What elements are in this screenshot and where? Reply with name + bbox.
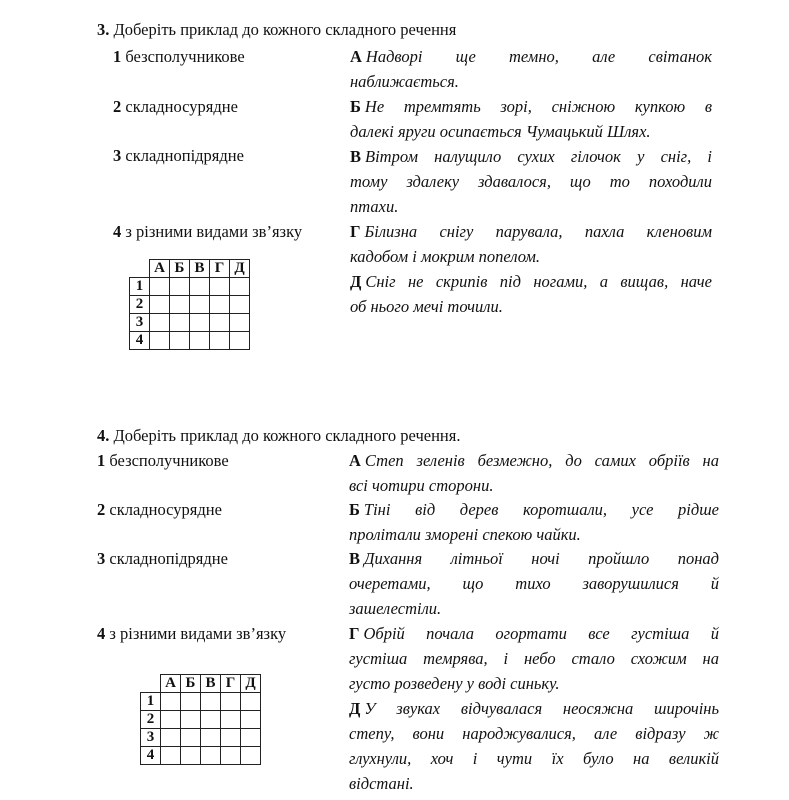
task-4-title: Доберіть приклад до кожного складного речення. [113, 426, 461, 445]
task-4-number: 4. [97, 426, 110, 445]
task-3-left-item-1: 1 безсполучникове [113, 47, 245, 66]
task-3-title: Доберіть приклад до кожного складного речення [113, 20, 457, 39]
task-4-grid-row-3: 3 [141, 729, 261, 747]
task-4-left-item-2: 2 складносурядне [97, 500, 222, 519]
task-4-left-item-1: 1 безсполучникове [97, 451, 229, 470]
task-3-grid-row-4: 4 [130, 332, 250, 350]
task-3-left-item-3: 3 складнопідрядне [113, 146, 244, 165]
task-3-heading [97, 20, 456, 40]
task-3-number: 3. [97, 20, 110, 39]
task-4-left-item-3: 3 складнопідрядне [97, 549, 228, 568]
task-3-answer-grid: А Б В Г Д 1 2 3 4 [129, 259, 250, 350]
task-4-grid-row-1: 1 [141, 693, 261, 711]
task-4-option-h: Г Обрій почала огортати все густіша й густіша темрява, і небо стало схожим на густо розведену у воді синьку. [349, 624, 719, 693]
task-3-option-h: Г Білизна снігу парувала, пахла кленовим кадобом і мокрим попелом. [350, 222, 712, 266]
task-3-option-d: Д Сніг не скрипів під ногами, а вищав, наче об нього мечі точили. [350, 272, 712, 316]
task-3-left-item-2: 2 складносурядне [113, 97, 238, 116]
task-3-grid-row-3: 3 [130, 314, 250, 332]
task-4-option-b: Б Тіні від дерев коротшали, усе рідше пролітали зморені спекою чайки. [349, 500, 719, 544]
task-3-left-item-4: 4 з різними видами зв’язку [113, 222, 303, 241]
task-4-answer-grid: А Б В Г Д 1 2 3 4 [140, 674, 261, 765]
task-4-option-v: В Дихання літньої ночі пройшло понад очеретами, що тихо заворушилися й зашелестіли. [349, 549, 719, 618]
task-4-grid-row-2: 2 [141, 711, 261, 729]
task-4-option-d: Д У звуках відчувалася неосяжна широчінь степу, вони народжувалися, але відразу ж глухнули, хоч і чути їх було на великій відстані. [349, 699, 719, 793]
task-4-left-item-4: 4 з різними видами зв’язку [97, 624, 287, 643]
task-3-option-v: В Вітром налущило сухих гілочок у сніг, і тому здалеку здавалося, що то походили птахи. [350, 147, 712, 216]
task-4-option-a: А Степ зеленів безмежно, до самих обріїв на всі чотири сторони. [349, 451, 719, 495]
task-3-option-a: А Надворі ще темно, але світанок наближається. [350, 47, 712, 91]
task-4-heading [97, 426, 460, 446]
task-3-grid-row-2: 2 [130, 296, 250, 314]
task-3-grid-row-1: 1 [130, 278, 250, 296]
task-3-option-b: Б Не тремтять зорі, сніжною купкою в далекі яруги осипається Чумацький Шлях. [350, 97, 712, 141]
task-4-grid-row-4: 4 [141, 747, 261, 765]
